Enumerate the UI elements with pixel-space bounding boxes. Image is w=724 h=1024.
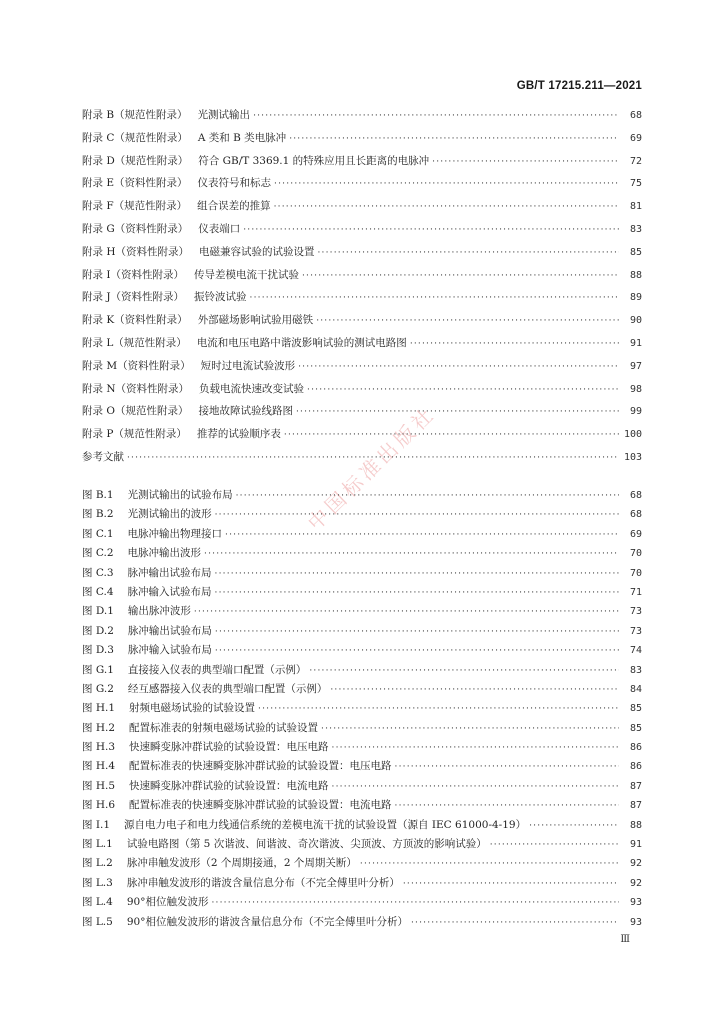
- toc-figure-entry[interactable]: [82, 624, 642, 643]
- toc-leader-dots: [309, 664, 619, 679]
- toc-entry-label: 附录 O（规范性附录）: [82, 405, 189, 418]
- toc-entry-title: 快速瞬变脉冲群试验的试验设置：电压电路: [129, 741, 329, 754]
- toc-page-number: 68: [629, 509, 642, 521]
- toc-figure-entry[interactable]: [82, 759, 642, 778]
- toc-leader-dots: [330, 683, 619, 698]
- toc-leader-dots: [211, 896, 619, 911]
- toc-page-number: 81: [629, 201, 642, 213]
- toc-leader-dots: [307, 383, 619, 398]
- appendix-toc-list: [82, 108, 642, 473]
- toc-entry-label: 附录 P（规范性附录）: [82, 428, 187, 441]
- toc-page-number: 93: [629, 897, 642, 909]
- toc-entry-label: 图 L.5: [82, 915, 113, 928]
- toc-entry-label: 附录 E（资料性附录）: [82, 177, 188, 190]
- toc-entry-title: 射频电磁场试验的试验设置: [129, 702, 256, 715]
- toc-figure-entry[interactable]: [82, 585, 642, 604]
- toc-appendix-entry[interactable]: [82, 154, 642, 177]
- toc-entry-title: 快速瞬变脉冲群试验的试验设置：电流电路: [129, 779, 329, 792]
- toc-page-number: 86: [629, 761, 642, 773]
- toc-entry-label: 附录 D（规范性附录）: [82, 154, 189, 167]
- toc-figure-entry[interactable]: [82, 895, 642, 914]
- toc-leader-dots: [204, 547, 619, 562]
- toc-leader-dots: [253, 109, 619, 124]
- toc-entry-title: 脉冲输入试验布局: [127, 585, 212, 598]
- toc-page-number: 89: [629, 292, 642, 304]
- toc-appendix-entry[interactable]: [82, 382, 642, 405]
- toc-entry-title: 源自电力电子和电力线通信系统的差模电流干扰的试验设置（源自 IEC 61000-4-19）: [124, 818, 527, 831]
- toc-page-number: 85: [629, 703, 642, 715]
- toc-figure-entry[interactable]: [82, 818, 642, 837]
- toc-leader-dots: [215, 644, 619, 659]
- toc-entry-title: 振铃波试验: [194, 291, 247, 304]
- toc-entry-title: 试验电路图（第 5 次谐波、间谐波、奇次谐波、尖顶波、方顶波的影响试验）: [126, 838, 487, 851]
- toc-leader-dots: [316, 314, 619, 329]
- toc-appendix-entry[interactable]: [82, 359, 642, 382]
- toc-page-number: 85: [629, 246, 642, 258]
- toc-entry-title: 仪表符号和标志: [197, 177, 272, 190]
- toc-entry-title: 电脉冲输出物理接口: [127, 527, 223, 540]
- toc-page-number: 69: [629, 132, 642, 144]
- toc-leader-dots: [529, 819, 619, 834]
- toc-page-number: 69: [629, 528, 642, 540]
- toc-entry-label: 附录 K（资料性附录）: [82, 314, 188, 327]
- toc-entry-label: 图 L.3: [82, 876, 113, 889]
- toc-figure-entry[interactable]: [82, 546, 642, 565]
- toc-figure-entry[interactable]: [82, 604, 642, 623]
- toc-leader-dots: [225, 528, 619, 543]
- toc-page-number: 93: [629, 916, 642, 928]
- toc-entry-label: 参考文献: [82, 450, 124, 463]
- toc-page-number: 92: [629, 877, 642, 889]
- toc-leader-dots: [360, 857, 619, 872]
- toc-leader-dots: [332, 741, 619, 756]
- toc-page-number: 91: [629, 337, 642, 349]
- toc-entry-title: 脉冲输入试验布局: [127, 644, 212, 657]
- toc-page-number: 99: [629, 406, 642, 418]
- toc-entry-label: 附录 M（资料性附录）: [82, 359, 191, 372]
- toc-entry-label: 图 L.2: [82, 857, 113, 870]
- toc-figure-entry[interactable]: [82, 682, 642, 701]
- toc-appendix-entry[interactable]: [82, 336, 642, 359]
- toc-page-number: 100: [623, 429, 642, 441]
- toc-entry-label: 图 L.1: [82, 838, 113, 851]
- toc-leader-dots: [289, 132, 619, 147]
- toc-entry-title: 接地故障试验线路图: [198, 405, 293, 418]
- toc-leader-dots: [215, 625, 619, 640]
- toc-leader-dots: [296, 405, 619, 420]
- toc-entry-label: 图 G.1: [82, 663, 114, 676]
- toc-entry-label: 图 C.1: [82, 527, 114, 540]
- toc-figure-entry[interactable]: [82, 779, 642, 798]
- toc-entry-label: 图 D.3: [82, 644, 114, 657]
- toc-leader-dots: [194, 605, 619, 620]
- toc-entry-label: 附录 L（规范性附录）: [82, 336, 187, 349]
- toc-page-number: 87: [629, 780, 642, 792]
- toc-entry-label: 图 B.1: [82, 489, 114, 501]
- toc-figure-entry[interactable]: [82, 527, 642, 546]
- toc-entry-title: 直接接入仪表的典型端口配置（示例）: [127, 663, 307, 676]
- toc-appendix-entry[interactable]: [82, 245, 642, 268]
- toc-page-number: 70: [629, 567, 642, 579]
- toc-entry-label: 附录 J（资料性附录）: [82, 291, 185, 304]
- toc-entry-label: 附录 H（资料性附录）: [82, 245, 189, 258]
- toc-appendix-entry[interactable]: [82, 131, 642, 154]
- toc-page-number: 85: [629, 722, 642, 734]
- toc-page-number: 88: [629, 269, 642, 281]
- toc-page-number: 84: [629, 683, 642, 695]
- toc-page-number: 68: [629, 110, 642, 121]
- toc-page-number: 70: [629, 548, 642, 560]
- toc-page-number: 74: [629, 645, 642, 657]
- toc-entry-label: 附录 C（规范性附录）: [82, 131, 188, 144]
- toc-page-number: 75: [629, 178, 642, 190]
- toc-figure-entry[interactable]: [82, 488, 642, 507]
- toc-figure-entry[interactable]: [82, 876, 642, 895]
- toc-entry-title: 短时过电流试验波形: [200, 359, 296, 372]
- toc-entry-label: 附录 N（资料性附录）: [82, 382, 190, 395]
- toc-page-number: 86: [629, 742, 642, 754]
- toc-appendix-entry[interactable]: [82, 404, 642, 427]
- toc-entry-title: 符合 GB/T 3369.1 的特殊应用且长距离的电脉冲: [198, 154, 430, 167]
- toc-entry-label: 图 B.2: [82, 508, 114, 521]
- toc-figure-entry[interactable]: [82, 721, 642, 740]
- toc-appendix-entry[interactable]: [82, 199, 642, 222]
- toc-leader-dots: [411, 916, 619, 931]
- page-number: Ⅲ: [620, 934, 630, 945]
- toc-figure-entry[interactable]: [82, 856, 642, 875]
- toc-page-number: 87: [629, 800, 642, 812]
- toc-entry-title: 电脉冲输出波形: [127, 547, 202, 560]
- toc-leader-dots: [395, 799, 619, 814]
- toc-leader-dots: [236, 489, 619, 504]
- toc-page-number: 91: [629, 839, 642, 851]
- figure-toc-list: [82, 488, 642, 934]
- toc-entry-title: 负载电流快速改变试验: [199, 382, 305, 395]
- toc-page-number: 98: [629, 383, 642, 395]
- toc-entry-label: 图 H.1: [82, 702, 116, 715]
- toc-entry-label: 图 H.3: [82, 741, 116, 754]
- toc-entry-title: 经互感器接入仪表的典型端口配置（示例）: [127, 682, 328, 695]
- toc-entry-title: 输出脉冲波形: [127, 605, 191, 618]
- toc-entry-title: 光测试输出的试验布局: [127, 489, 233, 501]
- toc-page-number: 71: [629, 586, 642, 598]
- toc-leader-dots: [215, 586, 619, 601]
- toc-leader-dots: [403, 877, 619, 892]
- toc-entry-label: 图 D.1: [82, 605, 114, 618]
- toc-leader-dots: [215, 508, 619, 523]
- toc-entry-label: 图 I.1: [82, 818, 111, 831]
- toc-figure-entry[interactable]: [82, 643, 642, 662]
- toc-appendix-entry[interactable]: [82, 450, 642, 473]
- toc-page-number: 92: [629, 858, 642, 870]
- toc-leader-dots: [318, 246, 620, 261]
- toc-entry-label: 图 D.2: [82, 624, 114, 637]
- toc-entry-title: 配置标准表的快速瞬变脉冲群试验的试验设置：电压电路: [129, 760, 392, 773]
- watermark: 中国标准出版社: [302, 401, 441, 536]
- toc-entry-title: 配置标准表的射频电磁场试验的试验设置: [129, 721, 319, 734]
- toc-page-number: 68: [629, 490, 642, 501]
- toc-leader-dots: [274, 200, 619, 215]
- toc-entry-label: 图 H.6: [82, 799, 116, 812]
- toc-leader-dots: [215, 567, 619, 582]
- toc-entry-label: 图 H.4: [82, 760, 116, 773]
- toc-figure-entry[interactable]: [82, 798, 642, 817]
- toc-leader-dots: [432, 155, 619, 170]
- toc-entry-label: 图 H.2: [82, 721, 116, 734]
- toc-page-number: 83: [629, 223, 642, 235]
- toc-leader-dots: [298, 360, 619, 375]
- toc-entry-title: 电流和电压电路中谐波影响试验的测试电路图: [196, 336, 407, 349]
- toc-appendix-entry[interactable]: [82, 313, 642, 336]
- toc-entry-title: 电磁兼容试验的试验设置: [199, 245, 315, 258]
- toc-entry-title: 脉冲输出试验布局: [127, 566, 212, 579]
- toc-appendix-entry[interactable]: [82, 427, 642, 450]
- toc-page-number: 97: [629, 360, 642, 372]
- toc-entry-title: 光测试输出: [197, 109, 251, 121]
- toc-figure-entry[interactable]: [82, 701, 642, 720]
- toc-entry-label: 附录 G（资料性附录）: [82, 222, 189, 235]
- toc-entry-label: 附录 F（规范性附录）: [82, 200, 188, 213]
- toc-page-number: 88: [629, 819, 642, 831]
- toc-appendix-entry[interactable]: [82, 108, 642, 131]
- toc-figure-entry[interactable]: [82, 740, 642, 759]
- toc-entry-title: 脉冲串触发波形（2 个周期接通，2 个周期关断）: [126, 857, 357, 870]
- toc-appendix-entry[interactable]: [82, 176, 642, 199]
- toc-figure-entry[interactable]: [82, 663, 642, 682]
- toc-leader-dots: [395, 760, 619, 775]
- toc-leader-dots: [302, 269, 619, 284]
- toc-entry-label: 图 C.3: [82, 566, 114, 579]
- toc-entry-title: 90°相位触发波形的谐波含量信息分布（不完全傅里叶分析）: [126, 915, 408, 928]
- toc-entry-title: 推荐的试验顺序表: [196, 428, 281, 441]
- toc-leader-dots: [274, 177, 619, 192]
- toc-leader-dots: [490, 838, 619, 853]
- toc-page-number: 90: [629, 315, 642, 327]
- toc-entry-label: 图 H.5: [82, 779, 116, 792]
- toc-leader-dots: [243, 223, 619, 238]
- standard-code: GB/T 17215.211—2021: [516, 80, 642, 92]
- toc-page-number: 73: [629, 625, 642, 637]
- toc-figure-entry[interactable]: [82, 837, 642, 856]
- toc-entry-label: 附录 B（规范性附录）: [82, 109, 188, 121]
- toc-appendix-entry[interactable]: [82, 268, 642, 291]
- toc-leader-dots: [284, 428, 619, 443]
- toc-entry-label: 附录 I（资料性附录）: [82, 268, 184, 281]
- toc-leader-dots: [410, 337, 619, 352]
- toc-leader-dots: [250, 291, 619, 306]
- toc-appendix-entry[interactable]: [82, 290, 642, 313]
- toc-leader-dots: [321, 722, 619, 737]
- toc-entry-title: 配置标准表的快速瞬变脉冲群试验的试验设置：电流电路: [129, 799, 392, 812]
- toc-page-number: 72: [629, 155, 642, 167]
- toc-entry-label: 图 C.4: [82, 585, 114, 598]
- toc-entry-title: 脉冲串触发波形的谐波含量信息分布（不完全傅里叶分析）: [126, 876, 400, 889]
- toc-figure-entry[interactable]: [82, 566, 642, 585]
- toc-entry-label: 图 L.4: [82, 896, 113, 909]
- toc-leader-dots: [332, 780, 619, 795]
- toc-entry-title: 仪表端口: [198, 222, 241, 235]
- toc-entry-title: 外部磁场影响试验用磁铁: [197, 314, 314, 327]
- toc-page-number: 103: [623, 451, 642, 463]
- toc-page-number: 73: [629, 606, 642, 618]
- toc-figure-entry[interactable]: [82, 915, 642, 934]
- toc-figure-entry[interactable]: [82, 507, 642, 526]
- toc-entry-label: 图 C.2: [82, 547, 114, 560]
- toc-entry-title: 脉冲输出试验布局: [127, 624, 212, 637]
- toc-leader-dots: [258, 702, 619, 717]
- toc-entry-label: 图 G.2: [82, 682, 114, 695]
- toc-entry-title: 传导差模电流干扰试验: [194, 268, 299, 281]
- toc-page-number: 83: [629, 664, 642, 676]
- toc-entry-title: 光测试输出的波形: [127, 508, 212, 521]
- toc-entry-title: 90°相位触发波形: [126, 896, 209, 909]
- toc-entry-title: A 类和 B 类电脉冲: [197, 131, 287, 144]
- toc-appendix-entry[interactable]: [82, 222, 642, 245]
- toc-leader-dots: [127, 451, 619, 466]
- toc-entry-title: 组合误差的推算: [197, 200, 271, 213]
